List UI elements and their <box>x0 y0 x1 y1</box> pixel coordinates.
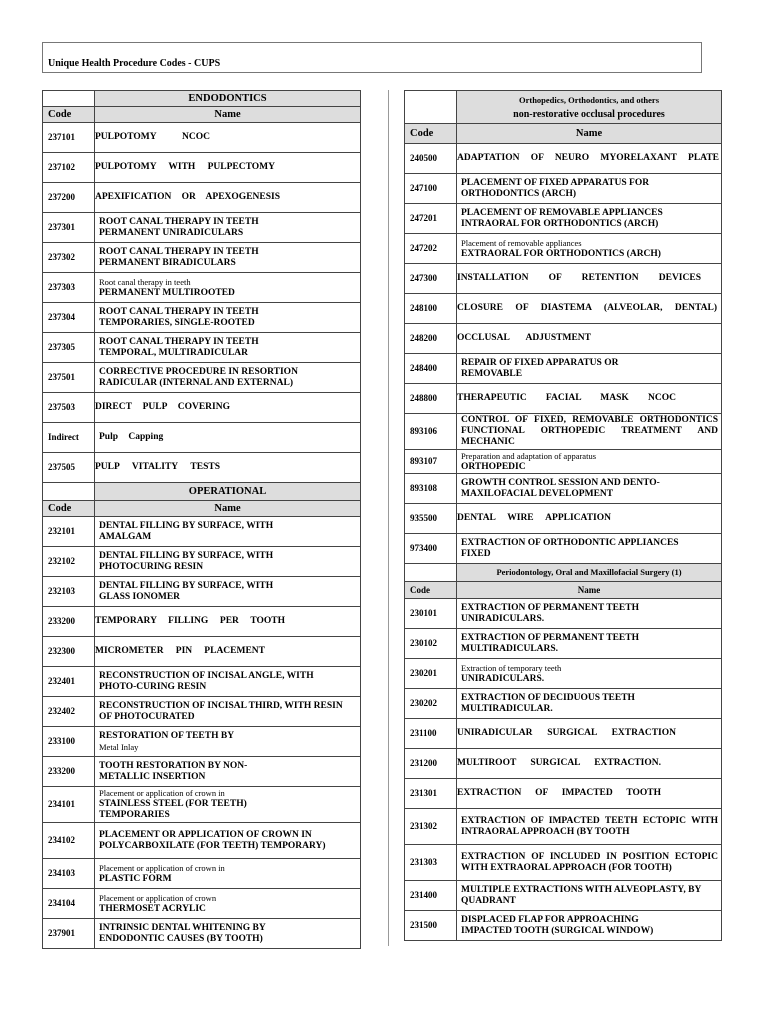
procedure-code: 237303 <box>43 273 95 303</box>
left-procedures-table <box>42 90 361 949</box>
procedure-name: EXTRACTION OF PERMANENT TEETH UNIRADICULARS. <box>457 599 722 629</box>
ortho-heading <box>457 91 722 124</box>
code-column-header: Code <box>405 124 457 144</box>
procedure-code: 231200 <box>405 749 457 779</box>
procedure-name: EXTRACTION OF IMPACTED TEETH ECTOPIC WITH INTRAORAL APPROACH (BY TOOTH <box>457 809 722 845</box>
procedure-code: 233200 <box>43 757 95 787</box>
procedure-code: 234103 <box>43 859 95 889</box>
procedure-name <box>95 727 361 757</box>
table-row <box>43 919 361 949</box>
procedure-code: 230201 <box>405 659 457 689</box>
procedure-name: DENTAL FILLING BY SURFACE, WITH AMALGAM <box>95 517 361 547</box>
procedure-code: 234104 <box>43 889 95 919</box>
procedure-code: 232102 <box>43 547 95 577</box>
table-row <box>405 809 722 845</box>
table-row <box>43 697 361 727</box>
procedure-name-line-2: PLASTIC FORM <box>99 873 172 884</box>
procedure-name: APEXIFICATION OR APEXOGENESIS <box>95 183 361 213</box>
procedure-code: 247300 <box>405 264 457 294</box>
procedure-code: 237302 <box>43 243 95 273</box>
procedure-name: RECONSTRUCTION OF INCISAL THIRD, WITH RESIN OF PHOTOCURATED <box>95 697 361 727</box>
procedure-code: 237301 <box>43 213 95 243</box>
procedure-name: PULP VITALITY TESTS <box>95 453 361 483</box>
procedure-code: 248800 <box>405 384 457 414</box>
table-row <box>43 453 361 483</box>
procedure-name <box>95 859 361 889</box>
procedure-name-line-1: Placement or application of crown <box>99 892 217 903</box>
procedure-code: 240500 <box>405 144 457 174</box>
procedure-name: DIRECT PULP COVERING <box>95 393 361 423</box>
procedure-code: 237102 <box>43 153 95 183</box>
procedure-name-line-1: RESTORATION OF TEETH BY <box>99 730 235 741</box>
procedure-name: ROOT CANAL THERAPY IN TEETH TEMPORARIES, SINGLE-ROOTED <box>95 303 361 333</box>
procedure-name: INSTALLATION OF RETENTION DEVICES <box>457 264 722 294</box>
name-column-header: Name <box>457 582 722 599</box>
table-row <box>43 637 361 667</box>
procedure-name <box>95 273 361 303</box>
procedure-code: 237901 <box>43 919 95 949</box>
right-procedures-table <box>404 90 722 941</box>
table-row <box>405 719 722 749</box>
table-row <box>43 823 361 859</box>
perio-column-header <box>405 582 722 599</box>
procedure-code: 231303 <box>405 845 457 881</box>
page-title: Unique Health Procedure Codes - CUPS <box>48 58 221 69</box>
table-row <box>43 727 361 757</box>
procedure-name: EXTRACTION OF PERMANENT TEETH MULTIRADICULARS. <box>457 629 722 659</box>
table-row <box>43 303 361 333</box>
procedure-name-line-1: Root canal therapy in teeth <box>99 276 191 287</box>
table-row <box>43 859 361 889</box>
procedure-name: MULTIROOT SURGICAL EXTRACTION. <box>457 749 722 779</box>
procedure-code: 237501 <box>43 363 95 393</box>
procedure-name-line-1: Extraction of temporary teeth <box>461 662 562 673</box>
procedure-name-line-2: UNIRADICULARS. <box>461 673 545 684</box>
table-row <box>405 264 722 294</box>
procedure-name-line-1: Placement or application of crown in <box>99 788 225 798</box>
endo-heading-row <box>43 91 361 107</box>
table-row <box>405 474 722 504</box>
table-row <box>43 607 361 637</box>
procedure-code: 237305 <box>43 333 95 363</box>
procedure-code: 237503 <box>43 393 95 423</box>
procedure-code: 935500 <box>405 504 457 534</box>
procedure-code: 973400 <box>405 534 457 564</box>
table-row <box>43 787 361 823</box>
ortho-heading-line-2: non-restorative occlusal procedures <box>513 108 665 120</box>
procedure-name-line-2: THERMOSET ACRYLIC <box>99 903 206 914</box>
procedure-name: CORRECTIVE PROCEDURE IN RESORTION RADICULAR (INTERNAL AND EXTERNAL) <box>95 363 361 393</box>
procedure-name: PULPOTOMY NCOC <box>95 123 361 153</box>
table-row <box>405 294 722 324</box>
procedure-name: OCCLUSAL ADJUSTMENT <box>457 324 722 354</box>
procedure-code: 232401 <box>43 667 95 697</box>
procedure-name-line-2: PERMANENT MULTIROOTED <box>99 287 235 298</box>
endo-heading: ENDODONTICS <box>95 91 361 107</box>
procedure-name: EXTRACTION OF ORTHODONTIC APPLIANCES FIXED <box>457 534 722 564</box>
table-row <box>43 547 361 577</box>
table-row <box>43 423 361 453</box>
page-title-box <box>42 42 702 73</box>
procedure-code: 237101 <box>43 123 95 153</box>
table-row <box>405 504 722 534</box>
procedure-code: 232300 <box>43 637 95 667</box>
procedure-code: 893107 <box>405 450 457 474</box>
procedure-name: DENTAL FILLING BY SURFACE, WITH PHOTOCURING RESIN <box>95 547 361 577</box>
table-row <box>405 749 722 779</box>
procedure-name: DENTAL WIRE APPLICATION <box>457 504 722 534</box>
procedure-name: DISPLACED FLAP FOR APPROACHING IMPACTED TOOTH (SURGICAL WINDOW) <box>457 911 722 941</box>
procedure-code: 248200 <box>405 324 457 354</box>
table-row <box>43 393 361 423</box>
procedure-code: 232402 <box>43 697 95 727</box>
table-row <box>405 845 722 881</box>
procedure-name: UNIRADICULAR SURGICAL EXTRACTION <box>457 719 722 749</box>
perio-heading: Periodontology, Oral and Maxillofacial Surgery (1) <box>457 564 722 582</box>
table-row <box>43 183 361 213</box>
procedure-name: EXTRACTION OF INCLUDED IN POSITION ECTOPIC WITH EXTRAORAL APPROACH (FOR TOOTH) <box>457 845 722 881</box>
procedure-code: 893108 <box>405 474 457 504</box>
table-row <box>43 577 361 607</box>
table-row <box>43 757 361 787</box>
procedure-name: TOOTH RESTORATION BY NON-METALLIC INSERTION <box>95 757 361 787</box>
table-row <box>405 629 722 659</box>
table-row <box>405 384 722 414</box>
procedure-name: ROOT CANAL THERAPY IN TEETH PERMANENT UNIRADICULARS <box>95 213 361 243</box>
ortho-column-header <box>405 124 722 144</box>
procedure-code: 231302 <box>405 809 457 845</box>
column-divider <box>388 90 389 946</box>
procedure-name <box>95 889 361 919</box>
table-row <box>43 363 361 393</box>
procedure-name: PLACEMENT OR APPLICATION OF CROWN IN POLYCARBOXILATE (FOR TEETH) TEMPORARY) <box>95 823 361 859</box>
procedure-name-line-2: STAINLESS STEEL (FOR TEETH) TEMPORARIES <box>99 799 247 820</box>
table-row <box>405 324 722 354</box>
procedure-code: 247202 <box>405 234 457 264</box>
table-row <box>405 234 722 264</box>
procedure-name <box>457 659 722 689</box>
table-row <box>405 659 722 689</box>
procedure-name-line-1: Placement or application of crown in <box>99 862 225 873</box>
procedure-code: 232101 <box>43 517 95 547</box>
procedure-code: 231500 <box>405 911 457 941</box>
procedure-code: 234102 <box>43 823 95 859</box>
oper-heading-row <box>43 483 361 501</box>
table-row <box>405 911 722 941</box>
procedure-name <box>95 787 361 823</box>
table-row <box>43 123 361 153</box>
name-column-header: Name <box>457 124 722 144</box>
table-row <box>405 450 722 474</box>
table-row <box>43 153 361 183</box>
procedure-name: INTRINSIC DENTAL WHITENING BY ENDODONTIC CAUSES (BY TOOTH) <box>95 919 361 949</box>
table-row <box>43 273 361 303</box>
procedure-code: 233100 <box>43 727 95 757</box>
procedure-name: EXTRACTION OF IMPACTED TOOTH <box>457 779 722 809</box>
table-row <box>43 517 361 547</box>
procedure-name <box>457 234 722 264</box>
procedure-name: MICROMETER PIN PLACEMENT <box>95 637 361 667</box>
procedure-code: 233200 <box>43 607 95 637</box>
procedure-code: 247100 <box>405 174 457 204</box>
procedure-name: ROOT CANAL THERAPY IN TEETH TEMPORAL, MULTIRADICULAR <box>95 333 361 363</box>
procedure-code: Indirect <box>43 423 95 453</box>
procedure-name: ROOT CANAL THERAPY IN TEETH PERMANENT BIRADICULARS <box>95 243 361 273</box>
table-row <box>405 881 722 911</box>
procedure-code: 237200 <box>43 183 95 213</box>
procedure-name: MULTIPLE EXTRACTIONS WITH ALVEOPLASTY, BY QUADRANT <box>457 881 722 911</box>
procedure-code: 231301 <box>405 779 457 809</box>
procedure-name: GROWTH CONTROL SESSION AND DENTO-MAXILOFACIAL DEVELOPMENT <box>457 474 722 504</box>
procedure-name: TEMPORARY FILLING PER TOOTH <box>95 607 361 637</box>
procedure-code: 237304 <box>43 303 95 333</box>
procedure-name: PLACEMENT OF REMOVABLE APPLIANCES INTRAORAL FOR ORTHODONTICS (ARCH) <box>457 204 722 234</box>
oper-heading: OPERATIONAL <box>95 483 361 501</box>
procedure-name-line-1: Preparation and adaptation of apparatus <box>461 450 597 461</box>
procedure-code: 248100 <box>405 294 457 324</box>
procedure-name <box>457 450 722 474</box>
procedure-code: 234101 <box>43 787 95 823</box>
procedure-name: DENTAL FILLING BY SURFACE, WITH GLASS IONOMER <box>95 577 361 607</box>
procedure-name-line-1: Placement of removable appliances <box>461 237 582 248</box>
procedure-code: 231100 <box>405 719 457 749</box>
procedure-name: Pulp Capping <box>95 423 361 453</box>
procedure-name-line-2: EXTRAORAL FOR ORTHODONTICS (ARCH) <box>461 248 661 259</box>
procedure-code: 248400 <box>405 354 457 384</box>
table-row <box>405 599 722 629</box>
table-row <box>43 243 361 273</box>
procedure-code: 893106 <box>405 414 457 450</box>
procedure-name: CONTROL OF FIXED, REMOVABLE ORTHODONTICS FUNCTIONAL ORTHOPEDIC TREATMENT AND MECHANIC <box>457 414 722 450</box>
procedure-code: 230102 <box>405 629 457 659</box>
code-column-header: Code <box>43 501 95 517</box>
procedure-name-line-2: Metal Inlay <box>99 741 139 752</box>
table-row <box>405 414 722 450</box>
ortho-heading-line-1: Orthopedics, Orthodontics, and others <box>518 94 660 105</box>
table-row <box>405 689 722 719</box>
table-row <box>405 144 722 174</box>
procedure-code: 230202 <box>405 689 457 719</box>
table-row <box>405 204 722 234</box>
table-row <box>43 889 361 919</box>
table-row <box>43 333 361 363</box>
table-row <box>43 213 361 243</box>
procedure-name: THERAPEUTIC FACIAL MASK NCOC <box>457 384 722 414</box>
procedure-name: EXTRACTION OF DECIDUOUS TEETH MULTIRADICULAR. <box>457 689 722 719</box>
procedure-name: CLOSURE OF DIASTEMA (ALVEOLAR, DENTAL) <box>457 294 722 324</box>
perio-heading-row <box>405 564 722 582</box>
procedure-code: 230101 <box>405 599 457 629</box>
table-row <box>43 667 361 697</box>
procedure-code: 237505 <box>43 453 95 483</box>
name-column-header: Name <box>95 107 361 123</box>
table-row <box>405 779 722 809</box>
procedure-name: RECONSTRUCTION OF INCISAL ANGLE, WITH PHOTO-CURING RESIN <box>95 667 361 697</box>
code-column-header: Code <box>43 107 95 123</box>
procedure-name: PLACEMENT OF FIXED APPARATUS FOR ORTHODONTICS (ARCH) <box>457 174 722 204</box>
procedure-code: 231400 <box>405 881 457 911</box>
table-row <box>405 534 722 564</box>
table-row <box>405 354 722 384</box>
endo-column-header <box>43 107 361 123</box>
procedure-name-line-2: ORTHOPEDIC <box>461 461 526 472</box>
oper-column-header <box>43 501 361 517</box>
ortho-heading-row <box>405 91 722 124</box>
procedure-name: REPAIR OF FIXED APPARATUS OR REMOVABLE <box>457 354 722 384</box>
table-row <box>405 174 722 204</box>
procedure-name: PULPOTOMY WITH PULPECTOMY <box>95 153 361 183</box>
procedure-code: 232103 <box>43 577 95 607</box>
code-column-header: Code <box>405 582 457 599</box>
procedure-name: ADAPTATION OF NEURO MYORELAXANT PLATE <box>457 144 722 174</box>
procedure-code: 247201 <box>405 204 457 234</box>
name-column-header: Name <box>95 501 361 517</box>
